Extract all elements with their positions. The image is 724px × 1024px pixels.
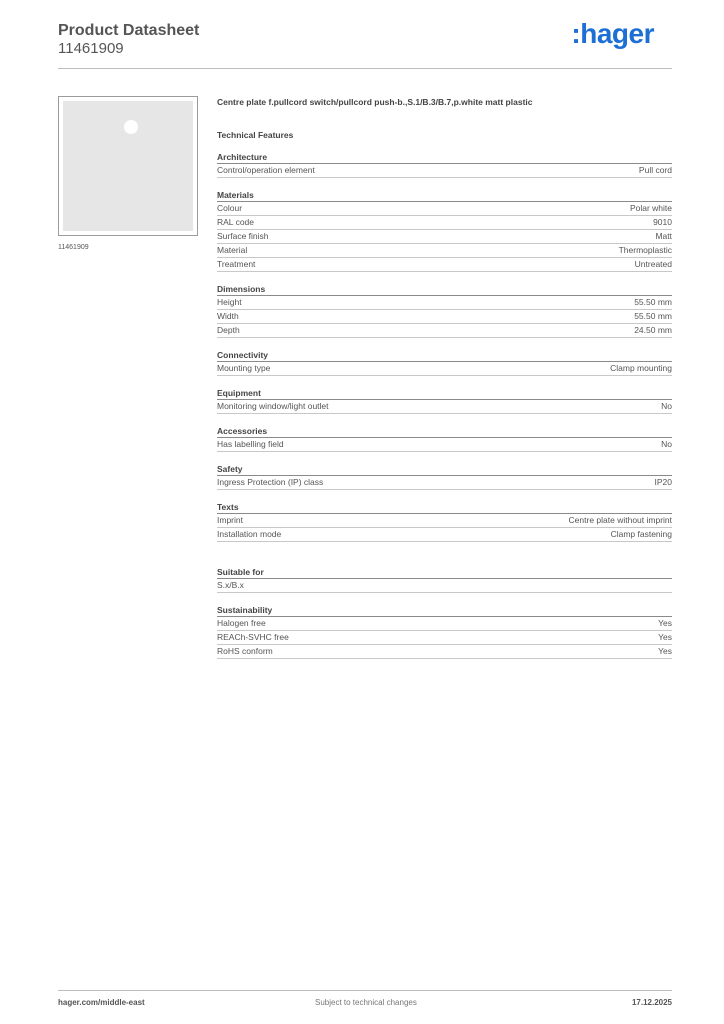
feature-value: Thermoplastic bbox=[618, 245, 672, 255]
feature-label: Imprint bbox=[217, 515, 243, 525]
feature-value: No bbox=[661, 401, 672, 411]
feature-group bbox=[217, 151, 672, 178]
group-title: Accessories bbox=[217, 425, 672, 438]
page-header bbox=[58, 20, 672, 70]
feature-label: Control/operation element bbox=[217, 165, 315, 175]
pullcord-hole bbox=[124, 120, 138, 134]
feature-group bbox=[217, 425, 672, 452]
feature-label: RAL code bbox=[217, 217, 255, 227]
feature-label: RoHS conform bbox=[217, 646, 273, 656]
technical-features-heading: Technical Features bbox=[217, 130, 294, 140]
feature-group bbox=[217, 283, 672, 338]
feature-label: Has labelling field bbox=[217, 439, 284, 449]
feature-row bbox=[217, 645, 672, 659]
footer-notice: Subject to technical changes bbox=[315, 998, 417, 1007]
feature-row bbox=[217, 528, 672, 542]
feature-label: Monitoring window/light outlet bbox=[217, 401, 329, 411]
feature-label: Material bbox=[217, 245, 248, 255]
feature-group bbox=[217, 349, 672, 376]
feature-value: No bbox=[661, 439, 672, 449]
feature-row bbox=[217, 216, 672, 230]
feature-group bbox=[217, 463, 672, 490]
group-title: Equipment bbox=[217, 387, 672, 400]
feature-label: Depth bbox=[217, 325, 240, 335]
footer-date: 17.12.2025 bbox=[631, 998, 672, 1007]
feature-value: 9010 bbox=[653, 217, 672, 227]
feature-row bbox=[217, 514, 672, 528]
feature-label: Height bbox=[217, 297, 242, 307]
feature-row bbox=[217, 476, 672, 490]
feature-value: 55.50 mm bbox=[634, 297, 672, 307]
feature-value: Polar white bbox=[629, 203, 672, 213]
feature-row bbox=[217, 324, 672, 338]
centre-plate-picture bbox=[63, 101, 193, 231]
feature-row bbox=[217, 230, 672, 244]
feature-value: Pull cord bbox=[638, 165, 672, 175]
group-title: Texts bbox=[217, 501, 672, 514]
feature-label: S.x/B.x bbox=[217, 580, 244, 590]
feature-label: Colour bbox=[217, 203, 243, 213]
feature-label: Mounting type bbox=[217, 363, 271, 373]
feature-value: 24.50 mm bbox=[634, 325, 672, 335]
feature-value: 55.50 mm bbox=[634, 311, 672, 321]
article-number: 11461909 bbox=[58, 40, 124, 57]
group-title: Suitable for bbox=[217, 566, 672, 579]
feature-group bbox=[217, 501, 672, 542]
feature-row bbox=[217, 617, 672, 631]
group-title: Sustainability bbox=[217, 604, 672, 617]
feature-group bbox=[217, 566, 672, 593]
product-image bbox=[58, 96, 198, 236]
header-divider bbox=[58, 68, 672, 69]
feature-value: Matt bbox=[655, 231, 672, 241]
feature-row bbox=[217, 438, 672, 452]
product-description: Centre plate f.pullcord switch/pullcord push-b.,S.1/B.3/B.7,p.white matt plastic bbox=[217, 97, 533, 107]
feature-row bbox=[217, 164, 672, 178]
feature-value: Clamp mounting bbox=[610, 363, 672, 373]
feature-group bbox=[217, 604, 672, 659]
feature-value: Yes bbox=[658, 618, 672, 628]
feature-label: Halogen free bbox=[217, 618, 266, 628]
feature-row bbox=[217, 631, 672, 645]
group-title: Safety bbox=[217, 463, 672, 476]
feature-label: Installation mode bbox=[217, 529, 282, 539]
feature-value: Yes bbox=[658, 632, 672, 642]
feature-value: IP20 bbox=[654, 477, 672, 487]
datasheet-content bbox=[217, 96, 672, 670]
feature-value: Yes bbox=[658, 646, 672, 656]
footer-divider bbox=[58, 990, 672, 991]
feature-row bbox=[217, 310, 672, 324]
feature-label: Surface finish bbox=[217, 231, 269, 241]
group-title: Dimensions bbox=[217, 283, 672, 296]
page-title: Product Datasheet bbox=[58, 22, 200, 39]
feature-value: Clamp fastening bbox=[610, 529, 672, 539]
feature-row bbox=[217, 296, 672, 310]
feature-group bbox=[217, 387, 672, 414]
feature-row bbox=[217, 362, 672, 376]
feature-value: Centre plate without imprint bbox=[568, 515, 672, 525]
feature-label: Treatment bbox=[217, 259, 256, 269]
feature-groups bbox=[217, 151, 672, 659]
feature-group bbox=[217, 189, 672, 272]
feature-row bbox=[217, 258, 672, 272]
group-title: Architecture bbox=[217, 151, 672, 164]
feature-label: REACh-SVHC free bbox=[217, 632, 289, 642]
feature-label: Width bbox=[217, 311, 239, 321]
feature-label: Ingress Protection (IP) class bbox=[217, 477, 324, 487]
feature-row bbox=[217, 400, 672, 414]
product-image-caption: 11461909 bbox=[58, 244, 89, 251]
group-title: Connectivity bbox=[217, 349, 672, 362]
feature-row bbox=[217, 244, 672, 258]
feature-value: Untreated bbox=[634, 259, 672, 269]
footer-website: hager.com/middle-east bbox=[58, 998, 145, 1007]
feature-row bbox=[217, 202, 672, 216]
feature-row bbox=[217, 579, 672, 593]
group-title: Materials bbox=[217, 189, 672, 202]
hager-logo: :hager bbox=[571, 18, 654, 49]
